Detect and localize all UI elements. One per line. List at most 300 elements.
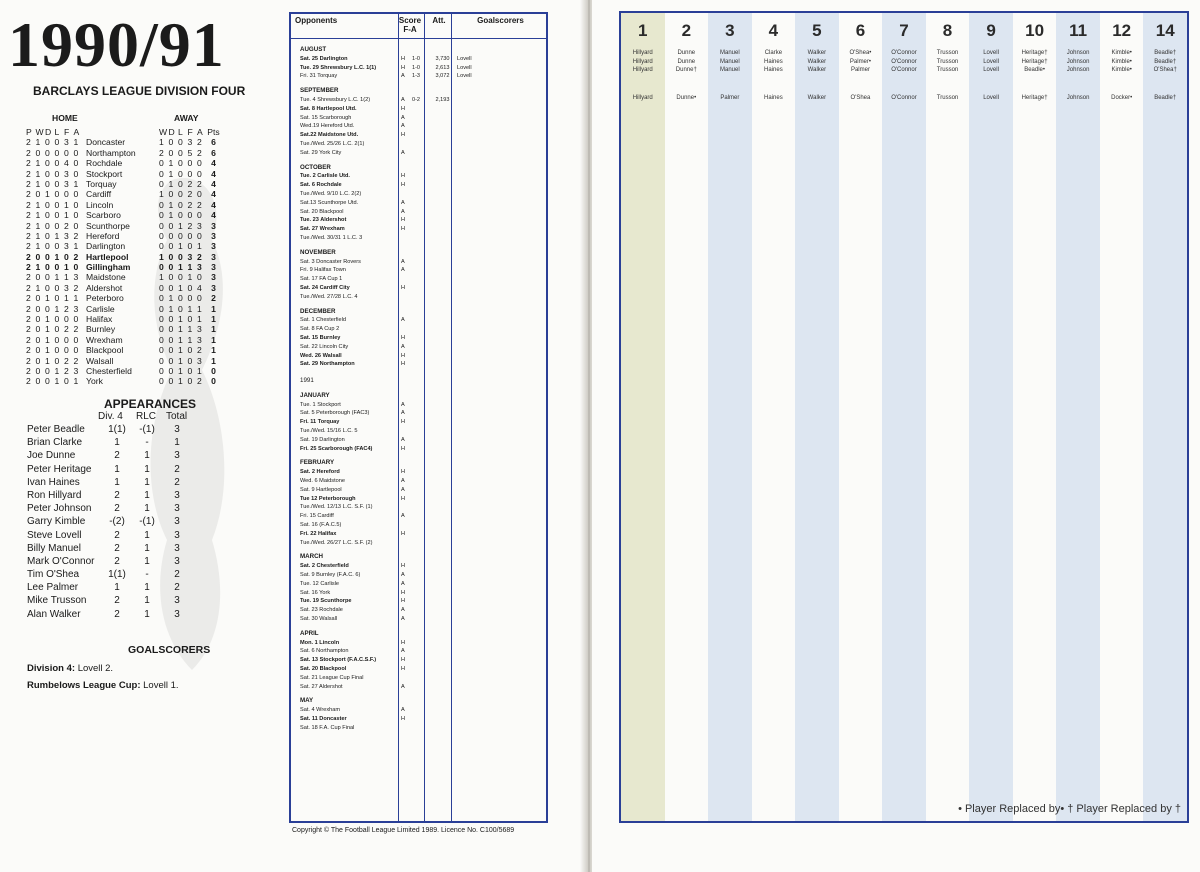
away-stat: 0 (159, 303, 164, 314)
player-entry: Heritage† (1021, 95, 1048, 101)
player-entry: Hillyard (632, 50, 653, 56)
rlc-apps: 1 (144, 595, 150, 607)
player-name: Mike Trusson (27, 595, 87, 607)
away-stat: 0 (159, 210, 164, 221)
fixture-goalscorers: Lovell (457, 55, 472, 62)
rlc-apps: - (145, 569, 149, 581)
home-stat: 0 (54, 314, 60, 325)
month-heading: OCTOBER (300, 163, 331, 171)
home-stat: 1 (45, 355, 50, 366)
fixture-venue: A (401, 149, 405, 156)
player-name: Ron Hillyard (27, 489, 82, 501)
fixture-row (300, 131, 550, 140)
away-stat: 0 (159, 365, 164, 376)
home-stat: 3 (64, 230, 69, 241)
player-name: Billy Manuel (27, 542, 81, 554)
appearance-row (27, 449, 192, 462)
match-lineup (752, 49, 796, 75)
away-stat: 0 (178, 178, 183, 189)
away-stat: 2 (187, 199, 193, 210)
month-heading: DECEMBER (300, 307, 336, 315)
home-stat: 0 (54, 147, 60, 158)
fixture-venue: H (401, 639, 406, 646)
home-stat: 0 (35, 251, 41, 262)
home-stat: 2 (26, 199, 31, 210)
score-label: Score (398, 16, 422, 25)
header-score (397, 16, 423, 34)
player-entry: Kimble• (1111, 50, 1132, 56)
div4-apps: 1 (114, 437, 120, 449)
away-stat: 3 (197, 220, 202, 231)
fixture-score: 1-3 (411, 73, 421, 80)
player-entry: Beadle† (1154, 95, 1177, 101)
team-name: Blackpool (86, 345, 124, 356)
match-lineup (1013, 49, 1057, 75)
points: 4 (211, 178, 216, 189)
player-entry: Kimble• (1111, 58, 1132, 65)
fixture-venue: A (401, 616, 405, 623)
home-stat: 2 (64, 365, 69, 376)
fixture-venue: A (401, 258, 405, 265)
fixture-venue: A (401, 436, 405, 443)
home-stat: 0 (45, 303, 50, 314)
away-stat: 0 (168, 262, 174, 273)
home-stat: 0 (45, 272, 50, 283)
header-scorers: Goalscorers (477, 16, 524, 25)
fixture-row (300, 656, 550, 665)
player-entry: Walker (807, 50, 827, 56)
table-row (26, 169, 251, 179)
away-stat: 3 (197, 324, 202, 335)
home-stat: 0 (45, 376, 50, 387)
fixture-row (300, 436, 550, 445)
away-stat: 0 (168, 314, 174, 325)
fixture-goalscorers: Lovell (457, 73, 472, 80)
home-stat: 2 (26, 282, 31, 293)
home-stat: 0 (45, 168, 50, 179)
div4-apps: 1(1) (108, 569, 126, 581)
match-lineup (882, 49, 926, 75)
home-stat: 0 (64, 189, 69, 200)
home-stat: 1 (45, 324, 50, 335)
fixture-venue: A (401, 648, 405, 655)
points: 2 (211, 293, 216, 304)
header-div4: Div. 4 (98, 411, 123, 422)
table-row (26, 148, 251, 158)
fixture-match: Tue./Wed. 26/27 L.C. S.F. (2) (300, 539, 373, 546)
match-lineup (1056, 94, 1100, 103)
goalscorers-div4 (27, 663, 113, 674)
away-stat: 0 (187, 282, 193, 293)
fixture-row (300, 521, 550, 530)
home-stat: 0 (73, 147, 79, 158)
player-entry: O'Connor (891, 58, 917, 65)
home-stat: 1 (73, 293, 79, 304)
player-entry: Heritage† (1021, 58, 1048, 65)
fixture-venue: A (401, 114, 405, 121)
away-stat: 0 (187, 241, 193, 252)
fixture-row (300, 571, 550, 580)
div4-apps: 2 (114, 542, 120, 554)
total-apps: 3 (174, 529, 180, 541)
match-lineup (621, 49, 665, 75)
fixture-venue: H (401, 598, 406, 605)
home-stat: 3 (64, 137, 69, 148)
points: 4 (211, 210, 216, 221)
match-lineup (1013, 94, 1057, 103)
fixture-row (300, 647, 550, 656)
points: 4 (211, 168, 216, 179)
fixture-row (300, 360, 550, 369)
fixture-venue: H (401, 217, 406, 224)
fixture-match: Sat. 21 League Cup Final (300, 674, 364, 681)
fixture-venue: A (401, 208, 405, 215)
fixture-match: Sat. 19 Darlington (300, 436, 345, 443)
column-header: L (54, 127, 60, 137)
fixture-row (300, 539, 550, 548)
table-row (26, 189, 251, 199)
away-stat: 2 (197, 178, 202, 189)
away-stat: 0 (187, 365, 193, 376)
fixture-row (300, 149, 550, 158)
rlc-apps: 1 (144, 503, 150, 515)
fixture-row (300, 477, 550, 486)
fixture-match: Sat. 2 Hereford (300, 469, 340, 476)
fixture-venue: H (401, 361, 406, 368)
fixture-row (300, 352, 550, 361)
fixture-row (300, 468, 550, 477)
away-stat: 0 (178, 137, 183, 148)
fixture-match: Wed. 6 Maidstone (300, 478, 345, 485)
div4-apps: 1 (114, 582, 120, 594)
points: 1 (211, 355, 216, 366)
home-stat: 2 (26, 220, 31, 231)
rlc-apps: 1 (144, 555, 150, 567)
away-stat: 0 (178, 210, 183, 221)
lineup-grid (619, 11, 1189, 823)
player-entry: Haines (764, 67, 783, 73)
home-stat: 0 (73, 189, 79, 200)
home-stat: 1 (73, 137, 79, 148)
player-name: Lee Palmer (27, 582, 79, 594)
home-stat: 2 (26, 168, 31, 179)
fixtures-header (291, 14, 546, 39)
div4-apps: 2 (114, 503, 120, 515)
player-entry: Palmer• (849, 58, 871, 65)
player-entry: Walker (807, 95, 827, 101)
column-header-team (83, 127, 159, 137)
fixture-match: Sat. 24 Cardiff City (300, 284, 350, 291)
fixture-match: Tue./Wed. 25/26 L.C. 2(1) (300, 140, 365, 147)
home-stat: 2 (26, 355, 31, 366)
fixture-match: Sat. 1 Chesterfield (300, 317, 347, 324)
lineup-column (795, 13, 839, 821)
player-entry: Lovell (983, 50, 999, 56)
fixture-match: Sat. 20 Blackpool (300, 208, 344, 215)
home-stat: 1 (35, 282, 41, 293)
home-stat: 0 (45, 241, 50, 252)
fixture-row (300, 316, 550, 325)
fixture-row (300, 597, 550, 606)
home-stat: 0 (64, 345, 69, 356)
fixture-row (300, 343, 550, 352)
fixture-row (300, 293, 550, 302)
match-lineup (665, 94, 709, 103)
points: 3 (211, 220, 216, 231)
shirt-number: 8 (942, 21, 953, 40)
total-apps: 2 (174, 569, 180, 581)
month-heading: AUGUST (300, 46, 327, 53)
fixture-venue: A (401, 123, 405, 130)
table-row (26, 366, 251, 376)
away-stat: 2 (197, 147, 202, 158)
fixture-match: Sat. 3 Doncaster Rovers (300, 258, 361, 265)
appearance-row (27, 463, 192, 476)
season-title: 1990/91 (8, 9, 225, 80)
column-header: Pts (207, 127, 220, 137)
player-entry: Walker (807, 58, 827, 65)
div4-apps: 2 (114, 489, 120, 501)
fixture-attendance: 3,730 (435, 55, 450, 62)
fixture-venue: A (401, 73, 405, 80)
fixture-row (300, 589, 550, 598)
fixture-match: Sat. 2 Chesterfield (300, 563, 349, 570)
away-stat: 3 (187, 251, 193, 262)
fixture-venue: A (401, 478, 405, 485)
home-stat: 2 (26, 262, 31, 273)
points: 3 (211, 262, 216, 273)
lineup-column (1100, 13, 1144, 821)
fixture-row (300, 562, 550, 571)
away-stat: 1 (178, 334, 183, 345)
fixture-match: Tue. 12 Carlisle (300, 580, 339, 587)
player-entry: Dunne† (675, 67, 697, 73)
fixture-match: Sat. 29 York City (300, 149, 342, 156)
away-stat: 2 (197, 251, 202, 262)
fixture-match: Sat. 23 Rochdale (300, 607, 343, 614)
points: 1 (211, 324, 216, 335)
header-rlc: RLC (136, 411, 157, 422)
fixture-venue: H (401, 589, 406, 596)
fixture-row (300, 64, 550, 73)
team-name: Darlington (86, 241, 126, 252)
fixture-match: Mon. 1 Lincoln (300, 639, 340, 646)
appearance-row (27, 568, 192, 581)
month-heading: APRIL (300, 629, 319, 637)
fixture-match: Tue./Wed. 12/13 L.C. S.F. (1) (300, 504, 373, 511)
match-lineup (708, 49, 752, 75)
home-stat: 0 (35, 334, 41, 345)
away-stat: 0 (168, 251, 174, 262)
fixture-venue: H (401, 173, 406, 180)
points: 4 (211, 199, 216, 210)
fixture-match: Sat. 8 Hartlepool Utd. (300, 105, 357, 112)
table-row (26, 200, 251, 210)
total-apps: 3 (174, 555, 180, 567)
team-name: Halifax (86, 314, 113, 325)
shirt-number: 9 (986, 21, 996, 40)
away-stat: 0 (159, 334, 164, 345)
shirt-number: 10 (1025, 21, 1045, 40)
player-entry: Palmer (720, 95, 740, 101)
match-lineup (926, 49, 970, 75)
away-stat: 1 (197, 241, 202, 252)
fixture-venue: H (401, 352, 406, 359)
player-entry: Johnson (1066, 95, 1090, 101)
away-stat: 3 (197, 334, 202, 345)
player-entry: Haines (764, 58, 783, 65)
fixture-venue: A (401, 607, 405, 614)
home-stat: 1 (45, 334, 50, 345)
away-stat: 0 (168, 334, 174, 345)
lineup-column (969, 13, 1013, 821)
home-stat: 0 (54, 334, 60, 345)
fixture-row (300, 105, 550, 114)
column-header: A (73, 127, 80, 137)
fixture-match: Tue./Wed. 9/10 L.C. 2(2) (300, 190, 362, 197)
table-row (26, 272, 251, 282)
away-stat: 1 (178, 282, 183, 293)
fixture-row (300, 266, 550, 275)
match-lineup (969, 49, 1013, 75)
away-stat: 1 (178, 220, 183, 231)
away-stat: 1 (168, 199, 174, 210)
player-entry: O'Shea• (849, 50, 872, 56)
player-entry: Dunne• (676, 95, 697, 101)
fixture-match: Sat. 22 Lincoln City (300, 343, 349, 350)
lineup-column (882, 13, 926, 821)
points: 6 (211, 147, 216, 158)
home-stat: 0 (54, 262, 60, 273)
home-stat: 0 (64, 251, 69, 262)
team-name: Stockport (86, 168, 123, 179)
away-stat: 1 (178, 365, 183, 376)
match-lineup (1100, 49, 1144, 75)
rlc-apps: -(1) (139, 516, 155, 528)
away-stat: 0 (159, 282, 164, 293)
home-stat: 2 (26, 230, 31, 241)
table-row (26, 283, 251, 293)
home-stat: 2 (26, 345, 31, 356)
team-name: Maidstone (86, 272, 126, 283)
team-name: Scarboro (86, 210, 121, 221)
total-apps: 3 (174, 516, 180, 528)
total-apps: 3 (174, 608, 180, 620)
team-name: Carlisle (86, 303, 115, 314)
fixture-venue: H (401, 105, 406, 112)
home-stat: 0 (35, 147, 41, 158)
fixture-match: Tue. 2 Carlisle Utd. (300, 173, 350, 180)
fixture-match: Tue. 23 Aldershot (300, 217, 347, 224)
team-name: Burnley (86, 324, 116, 335)
fixture-row (300, 580, 550, 589)
player-entry: Johnson (1066, 58, 1090, 65)
home-stat: 1 (35, 168, 41, 179)
player-name: Joe Dunne (27, 450, 76, 462)
home-stat: 1 (45, 314, 50, 325)
away-stat: 0 (159, 376, 164, 387)
fixture-goalscorers: Lovell (457, 64, 472, 71)
team-name: Hereford (86, 230, 120, 241)
month-heading: FEBRUARY (300, 459, 335, 467)
player-entry: O'Connor (891, 95, 917, 101)
shirt-number: 12 (1112, 21, 1132, 40)
away-stat: 2 (197, 199, 202, 210)
fixture-match: Sat.22 Maidstone Utd. (300, 132, 359, 139)
total-apps: 3 (174, 489, 180, 501)
rlc-apps: 1 (144, 489, 150, 501)
home-stat: 1 (64, 293, 69, 304)
home-stat: 2 (26, 272, 31, 283)
points: 3 (211, 282, 216, 293)
away-stat: 4 (197, 282, 202, 293)
away-stat: 2 (159, 147, 164, 158)
lineup-column (839, 13, 883, 821)
total-apps: 3 (174, 595, 180, 607)
match-lineup (1056, 49, 1100, 75)
fixture-row (300, 72, 550, 81)
home-stat: 0 (35, 293, 41, 304)
home-stat: 0 (35, 376, 41, 387)
away-stat: 1 (187, 262, 193, 273)
home-stat: 2 (26, 324, 31, 335)
appearance-row (27, 542, 192, 555)
away-stat: 0 (159, 345, 164, 356)
player-entry: O'Shea† (1153, 67, 1177, 73)
away-stat: 0 (197, 189, 202, 200)
shirt-number: 4 (768, 21, 779, 40)
match-lineup (839, 49, 883, 75)
player-entry: Lovell (983, 58, 999, 65)
month-heading: NOVEMBER (300, 248, 336, 256)
home-stat: 1 (35, 220, 41, 231)
fixture-venue: A (401, 572, 405, 579)
fixture-match: Sat. 9 Burnley (F.A.C. 6) (300, 572, 361, 579)
team-name: Cardiff (86, 189, 112, 200)
column-header: D (45, 127, 52, 137)
table-row (26, 376, 251, 386)
away-stat: 0 (178, 189, 183, 200)
away-stat: 1 (197, 303, 202, 314)
away-stat: 1 (159, 272, 164, 283)
match-lineup (1143, 94, 1187, 103)
fixture-venue: A (401, 343, 405, 350)
div4-apps: 2 (114, 595, 120, 607)
lineup-column (1056, 13, 1100, 821)
fixture-row (300, 724, 550, 733)
table-row (26, 356, 251, 366)
home-stat: 0 (73, 334, 79, 345)
away-stat: 1 (178, 262, 183, 273)
away-stat: 0 (197, 272, 202, 283)
fixture-match: Sat. 27 Wrexham (300, 226, 345, 233)
player-entry: Hillyard (632, 95, 653, 101)
away-stat: 1 (187, 324, 193, 335)
fixture-venue: H (401, 64, 406, 71)
home-stat: 0 (73, 210, 79, 221)
fixture-attendance: 2,613 (435, 64, 450, 71)
home-stat: 0 (54, 282, 60, 293)
fixture-attendance: 2,193 (435, 96, 450, 103)
home-stat: 0 (35, 189, 41, 200)
home-stat: 1 (64, 199, 69, 210)
fixture-venue: H (401, 657, 406, 664)
team-name: Torquay (86, 178, 117, 189)
home-stat: 0 (73, 158, 79, 169)
team-name: Lincoln (86, 199, 114, 210)
points: 4 (211, 158, 216, 169)
away-stat: 0 (159, 168, 164, 179)
